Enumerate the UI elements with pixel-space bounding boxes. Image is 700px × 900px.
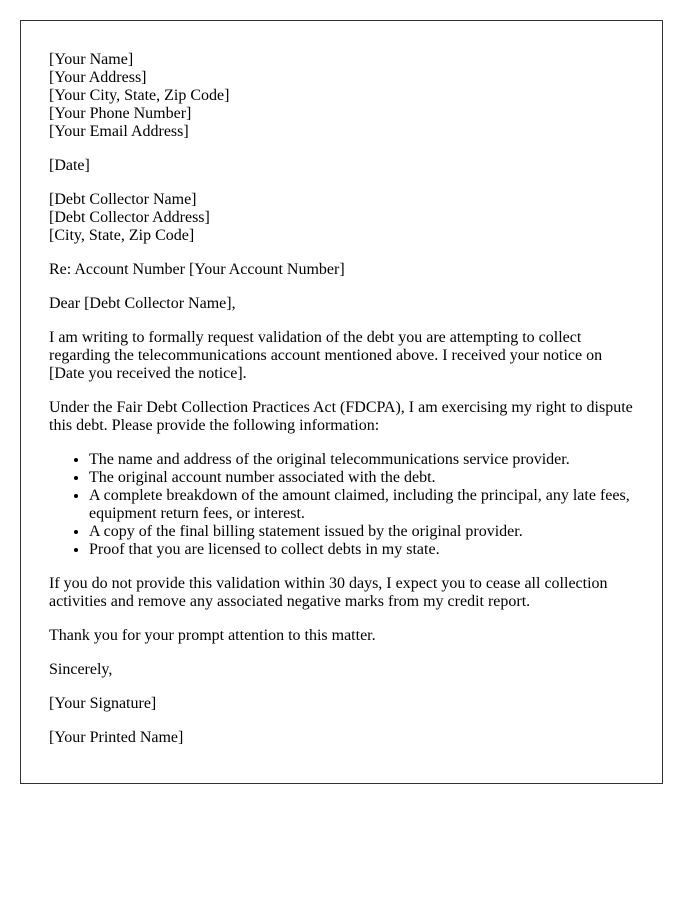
closing: Sincerely, bbox=[49, 661, 113, 678]
sender-block bbox=[49, 51, 634, 141]
subject-line: Re: Account Number [Your Account Number] bbox=[49, 261, 345, 278]
body-paragraph-3: If you do not provide this validation within 30 days, I expect you to cease all collection activities and remove any associated negative marks from my credit report. bbox=[49, 575, 608, 610]
letter-date: [Date] bbox=[49, 157, 90, 174]
body-paragraph-4: Thank you for your prompt attention to this matter. bbox=[49, 627, 376, 644]
sender-name: [Your Name] bbox=[49, 51, 134, 68]
list-item: • A complete breakdown of the amount claimed, including the principal, any late fees, equipment return fees, or interest. bbox=[89, 487, 634, 523]
request-list bbox=[49, 451, 634, 559]
body-paragraph-2: Under the Fair Debt Collection Practices Act (FDCPA), I am exercising my right to dispute this debt. Please provide the following information: bbox=[49, 399, 633, 434]
salutation: Dear [Debt Collector Name], bbox=[49, 295, 236, 312]
list-item: • Proof that you are licensed to collect debts in my state. bbox=[89, 541, 634, 559]
sender-email: [Your Email Address] bbox=[49, 123, 189, 140]
list-item: • A copy of the final billing statement issued by the original provider. bbox=[89, 523, 634, 541]
recipient-name: [Debt Collector Name] bbox=[49, 191, 197, 208]
body-paragraph-1: I am writing to formally request validation of the debt you are attempting to collect regarding the telecommunications account mentioned above. I received your notice on [Date you received the notice]. bbox=[49, 329, 603, 382]
recipient-block bbox=[49, 191, 634, 245]
recipient-city-state-zip: [City, State, Zip Code] bbox=[49, 227, 195, 244]
sender-city-state-zip: [Your City, State, Zip Code] bbox=[49, 87, 230, 104]
printed-name: [Your Printed Name] bbox=[49, 729, 184, 746]
recipient-address: [Debt Collector Address] bbox=[49, 209, 210, 226]
letter-document bbox=[20, 20, 663, 784]
sender-phone: [Your Phone Number] bbox=[49, 105, 192, 122]
signature: [Your Signature] bbox=[49, 695, 157, 712]
list-item: • The original account number associated with the debt. bbox=[89, 469, 634, 487]
list-item: • The name and address of the original telecommunications service provider. bbox=[89, 451, 634, 469]
sender-address: [Your Address] bbox=[49, 69, 147, 86]
